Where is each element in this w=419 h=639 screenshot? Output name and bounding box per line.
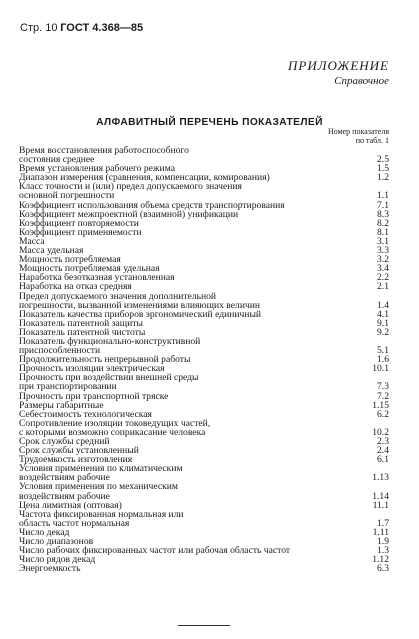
indicator-name: Коэффициент повторяемости (19, 217, 139, 229)
indicator-name: Сопротивление изоляции токоведущих частей, (19, 417, 211, 429)
indicator-name: Число диапазонов (19, 536, 94, 548)
indicator-name: Условия применения по механическим (19, 481, 178, 493)
indicator-number: 3.1 (377, 235, 389, 247)
appendix-label (288, 58, 389, 87)
standard-code: ГОСТ 4.368—85 (60, 22, 144, 34)
running-header (20, 22, 143, 34)
indicator-name: при транспортировании (19, 381, 117, 393)
column-header-line2: по табл. 1 (355, 136, 389, 145)
index-list (19, 146, 389, 573)
indicator-name: Предел допускаемого значения дополнительной (19, 290, 217, 302)
indicator-name: область частот нормальная (19, 517, 130, 529)
indicator-number: 8.1 (377, 226, 389, 238)
indicator-name: Коэффициент межпроектной (взаимной) унификации (19, 208, 239, 220)
indicator-number: 7.1 (377, 199, 389, 211)
indicator-number: 4.1 (377, 308, 389, 320)
indicator-name: воздействиям рабочие (19, 490, 110, 502)
indicator-number: 7.2 (377, 390, 389, 402)
indicator-number: 9.2 (377, 326, 389, 338)
indicator-name: с которыми возможно соприкасание человека (19, 426, 206, 438)
indicator-number: 2.2 (377, 272, 389, 284)
indicator-name: воздействиям рабочие (19, 472, 110, 484)
list-item (19, 564, 389, 573)
indicator-name: Срок службы установленный (19, 445, 139, 457)
indicator-number: 1.12 (372, 554, 389, 566)
indicator-number: 1.11 (372, 526, 389, 538)
indicator-name: Показатель функционально-конструктивной (19, 335, 201, 347)
column-header (328, 127, 389, 145)
indicator-name: Мощность потребляемая удельная (19, 263, 160, 275)
indicator-number: 3.3 (377, 245, 389, 257)
indicator-name: Показатель патентной чистоты (19, 326, 146, 338)
page-title: АЛФАВИТНЫЙ ПЕРЕЧЕНЬ ПОКАЗАТЕЛЕЙ (96, 117, 323, 128)
indicator-name: Наработка на отказ средняя (19, 281, 132, 293)
indicator-name: Время установления рабочего режима (19, 163, 175, 175)
indicator-name: Диапазон измерения (сравнения, компенсации, комирования) (19, 172, 270, 184)
indicator-name: Трудоемкость изготовления (19, 454, 133, 466)
indicator-name: Наработка безотказная установленная (19, 272, 175, 284)
indicator-number: 8.2 (377, 217, 389, 229)
indicator-name: Показатель качества приборов эргономический единичный (19, 308, 262, 320)
indicator-number: 1.5 (377, 163, 389, 175)
indicator-number: 5.1 (377, 345, 389, 357)
column-header-line1: Номер показателя (327, 127, 389, 136)
indicator-name: Энергоемкость (19, 563, 81, 575)
indicator-number: 1.13 (372, 472, 389, 484)
indicator-number: 6.1 (377, 454, 389, 466)
indicator-name: Продолжительность непрерывной работы (19, 354, 191, 366)
indicator-number: 2.5 (377, 154, 389, 166)
appendix-title: ПРИЛОЖЕНИЕ (288, 58, 389, 73)
indicator-number: 11.1 (372, 499, 389, 511)
indicator-number: 1.15 (372, 399, 389, 411)
indicator-number: 1.1 (377, 190, 389, 202)
indicator-number: 1.2 (377, 172, 389, 184)
indicator-name: Показатель патентной защиты (19, 317, 143, 329)
indicator-name: Цена лимитная (оптовая) (19, 499, 122, 511)
indicator-name: Число декад (19, 526, 70, 538)
list-item (19, 228, 389, 237)
end-rule (178, 625, 230, 626)
indicator-number: 7.3 (377, 381, 389, 393)
indicator-name: Частота фиксированная нормальная или (19, 508, 184, 520)
indicator-number: 1.4 (377, 299, 389, 311)
indicator-number: 1.14 (372, 490, 389, 502)
indicator-name: Срок службы средний (19, 436, 110, 447)
indicator-name: Прочность при воздействии внешней среды (19, 372, 199, 384)
indicator-name: погрешности, вызванной изменениями влияющих величин (19, 299, 261, 311)
indicator-number: 3.2 (377, 254, 389, 266)
indicator-number: 6.3 (377, 563, 389, 575)
indicator-name: Коэффициент использования объема средств транспортирования (19, 199, 285, 211)
indicator-name: Масса удельная (19, 245, 84, 257)
indicator-number: 2.4 (377, 445, 389, 457)
indicator-name: Число рабочих фиксированных частот или рабочая область частот (19, 545, 291, 557)
list-item (19, 519, 389, 528)
indicator-name: Мощность потребляемая (19, 254, 121, 266)
indicator-number: 8.3 (377, 208, 389, 220)
indicator-number: 3.4 (377, 263, 389, 275)
indicator-number: 9.1 (377, 317, 389, 329)
indicator-number: 10.1 (372, 363, 389, 375)
indicator-number: 2.3 (377, 436, 389, 447)
appendix-subtitle: Справочное (334, 75, 389, 87)
indicator-number: 1.3 (377, 545, 389, 557)
indicator-name: Время восстановления работоспособного (19, 145, 189, 156)
indicator-number: 10.2 (372, 426, 389, 438)
indicator-name: Коэффициент применяемости (19, 226, 142, 238)
indicator-name: Размеры габаритные (19, 399, 104, 411)
indicator-name: приспособленности (19, 345, 101, 357)
indicator-name: Условия применения по климатическим (19, 463, 183, 475)
indicator-name: Прочность при транспортной тряске (19, 390, 169, 402)
indicator-name: Класс точности и (или) предел допускаемого значения (19, 181, 242, 193)
indicator-number: 2.1 (377, 281, 389, 293)
indicator-number: 1.7 (377, 517, 389, 529)
page-number: Стр. 10 (20, 22, 58, 34)
indicator-name: Прочность изоляции электрическая (19, 363, 165, 375)
indicator-name: состояния среднее (19, 154, 95, 166)
indicator-number: 6.2 (377, 408, 389, 420)
indicator-name: Себестоимость технологическая (19, 408, 152, 420)
indicator-number: 1.6 (377, 354, 389, 366)
indicator-name: основной погрешности (19, 190, 115, 202)
indicator-number: 1.9 (377, 536, 389, 548)
indicator-name: Число рядов декад (19, 554, 96, 566)
indicator-name: Масса (19, 235, 45, 247)
